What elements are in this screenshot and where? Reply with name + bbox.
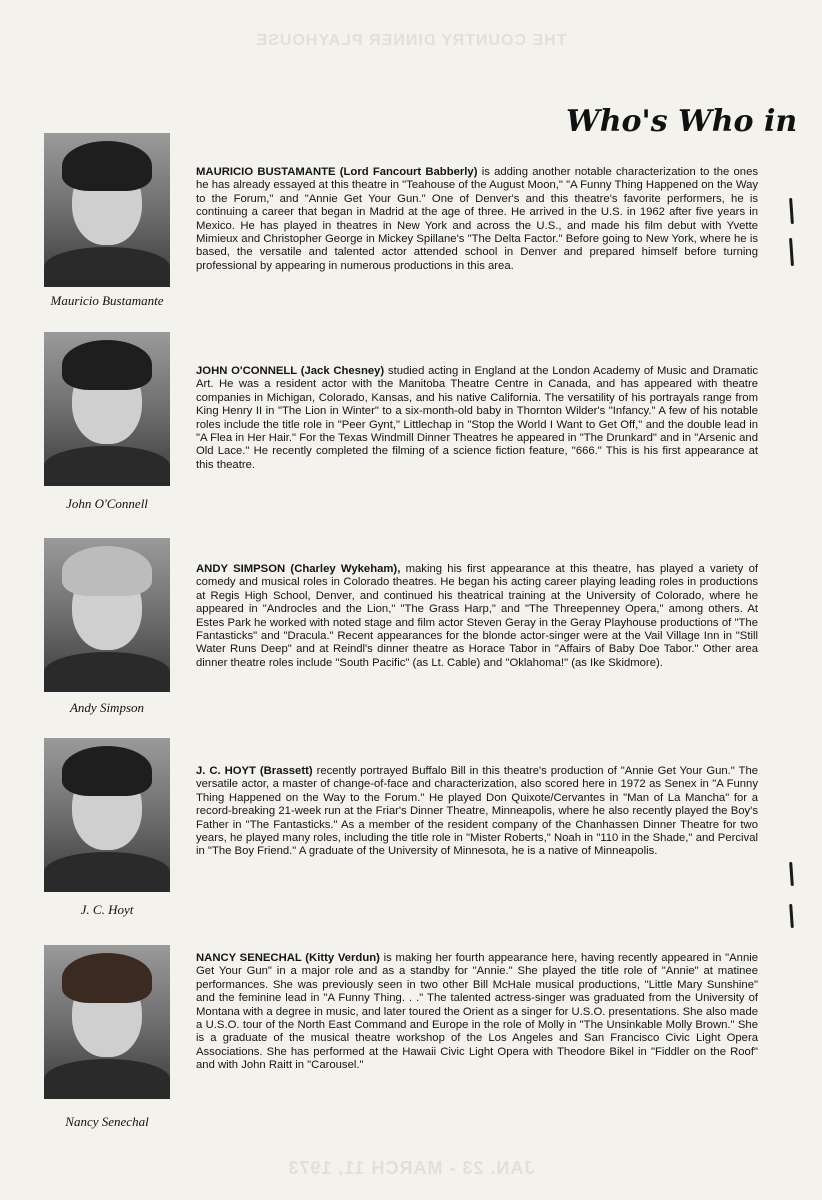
bleed-through-dates: JAN. 23 - MARCH 11, 1973 [287, 1158, 535, 1178]
headshot-photo [44, 538, 170, 692]
bleed-through-header: THE COUNTRY DINNER PLAYHOUSE [255, 32, 567, 49]
photo-caption: J. C. Hoyt [80, 902, 134, 917]
headshot-photo [44, 738, 170, 892]
bio-text [196, 563, 758, 670]
photo-caption: Mauricio Bustamante [50, 293, 164, 308]
actor-name: JOHN O'CONNELL (Jack Chesney) [196, 365, 385, 377]
margin-mark [789, 198, 794, 224]
bio-body: studied acting in England at the London Academy of Music and Dramatic Art. He was a resident actor with the Manitoba Theatre Centre in Canada, and has appeared with theatre companies in Michigan, Colorado, Kansas, and his native California. The versatility of his portrayals range from King Henry II in "The Lion in Winter" to a six-month-old baby in Thornton Wilder's "Infancy." A few of his notable roles include the title role in "Peer Gynt," Littlechap in "Stop the World I Want to Get Off," and the double lead in "A Flea in Her Hair." For the Texas Windmill Dinner Theatres he appeared in "The Drunkard" and in "Arsenic and Old Lace." He recently completed the filming of a science fiction feature, "666." This is his first appearance at this theatre. [196, 365, 758, 471]
actor-name: NANCY SENECHAL (Kitty Verdun) [196, 952, 380, 964]
headshot-photo [44, 133, 170, 287]
margin-mark [789, 238, 794, 266]
page-heading: Who's Who in [566, 104, 798, 139]
actor-name: J. C. HOYT (Brassett) [196, 765, 313, 777]
bio-body: making his first appearance at this theatre, has played a variety of comedy and musical roles in Colorado theatres. He began his acting career playing leading roles in productions at Regis High School, Denver, and continued his theatrical training at the University of Colorado, where he appeared in "Androcles and the Lion," "The Grass Harp," and "The Threepenney Opera," among others. At Estes Park he worked with noted stage and film actor Steven Geray in the Geray Playhouse productions of "The Fantasticks" and "Dracula." Recent appearances for the blonde actor-singer were at the Vail Village Inn in "Still Water Runs Deep" and at Reindl's dinner theatre as Horace Tabor in "Affairs of Baby Doe Tabor." Other area dinner theatre roles include "South Pacific" (as Lt. Cable) and "Oklahoma!" (as Ike Skidmore). [196, 563, 759, 669]
bio-text [196, 166, 758, 273]
actor-name: MAURICIO BUSTAMANTE (Lord Fancourt Babberly) [196, 166, 478, 178]
headshot-photo [44, 332, 170, 486]
actor-name: ANDY SIMPSON (Charley Wykeham), [196, 563, 401, 575]
bio-text [196, 952, 758, 1073]
margin-mark [789, 862, 794, 886]
margin-mark [789, 904, 794, 928]
photo-caption: Andy Simpson [69, 700, 145, 715]
headshot-photo [44, 945, 170, 1099]
bio-text [196, 365, 758, 472]
bio-text [196, 765, 758, 859]
photo-caption: Nancy Senechal [65, 1114, 149, 1129]
bio-body: recently portrayed Buffalo Bill in this theatre's production of "Annie Get Your Gun." The versatile actor, a master of change-of-face and characterization, also scored here in 1972 as Senex in "A Funny Thing Happened on the Way to the Forum." He played Don Quixote/Cervantes in "Man of La Mancha" for a record-breaking 21-week run at the Friar's Dinner Theatre, Minneapolis, where he also recently played the Boy's Father in "The Fantasticks." As a member of the resident company of the Chanhassen Dinner Theatre for two years, he played many roles, including the title role in "Mister Roberts," Noah in "110 in the Shade," and Percival in "The Boy Friend." A graduate of the University of Minnesota, he is a native of Minneapolis. [196, 765, 759, 858]
photo-caption: John O'Connell [66, 496, 148, 511]
bio-body: is making her fourth appearance here, having recently appeared in "Annie Get Your Gun" in a major role and as a standby for "Annie." She played the title role of "Annie" at matinee performances. She was previously seen in two other Bill McHale musical productions, "Little Mary Sunshine" and the feminine lead in "A Funny Thing. . ." The talented actress-singer was graduated from the University of Montana with a degree in music, and later toured the Orient as a singer for U.S.O. presentations. She also made a U.S.O. tour of the North East Command and Europe in the role of Molly in "The Unsinkable Molly Brown." She is a graduate of the musical theatre workshop of the Los Angeles and San Francisco Civic Light Opera Associations. She has performed at the Hawaii Civic Light Opera with Theodore Bikel in "Fiddler on the Roof" and with John Raitt in "Carousel." [196, 952, 759, 1072]
bio-body: is adding another notable characterization to the ones he has already essayed at this theatre in "Teahouse of the August Moon," "A Funny Thing Happened on the Way to the Forum," and "Annie Get Your Gun." One of Denver's and this theatre's favorite performers, he is continuing a career that began in Madrid at the age of three. He arrived in the U.S. in 1962 after five years in Mexico. He has played in theatres in New York and across the U.S., and made his film debut with Yvette Mimieux and Christopher George in Mickey Spillane's "The Delta Factor." Before going to New York, where he is based, the versatile and talented actor attended school in Denver and prepared himself before turning professional by appearing in numerous productions in this area. [196, 166, 759, 272]
